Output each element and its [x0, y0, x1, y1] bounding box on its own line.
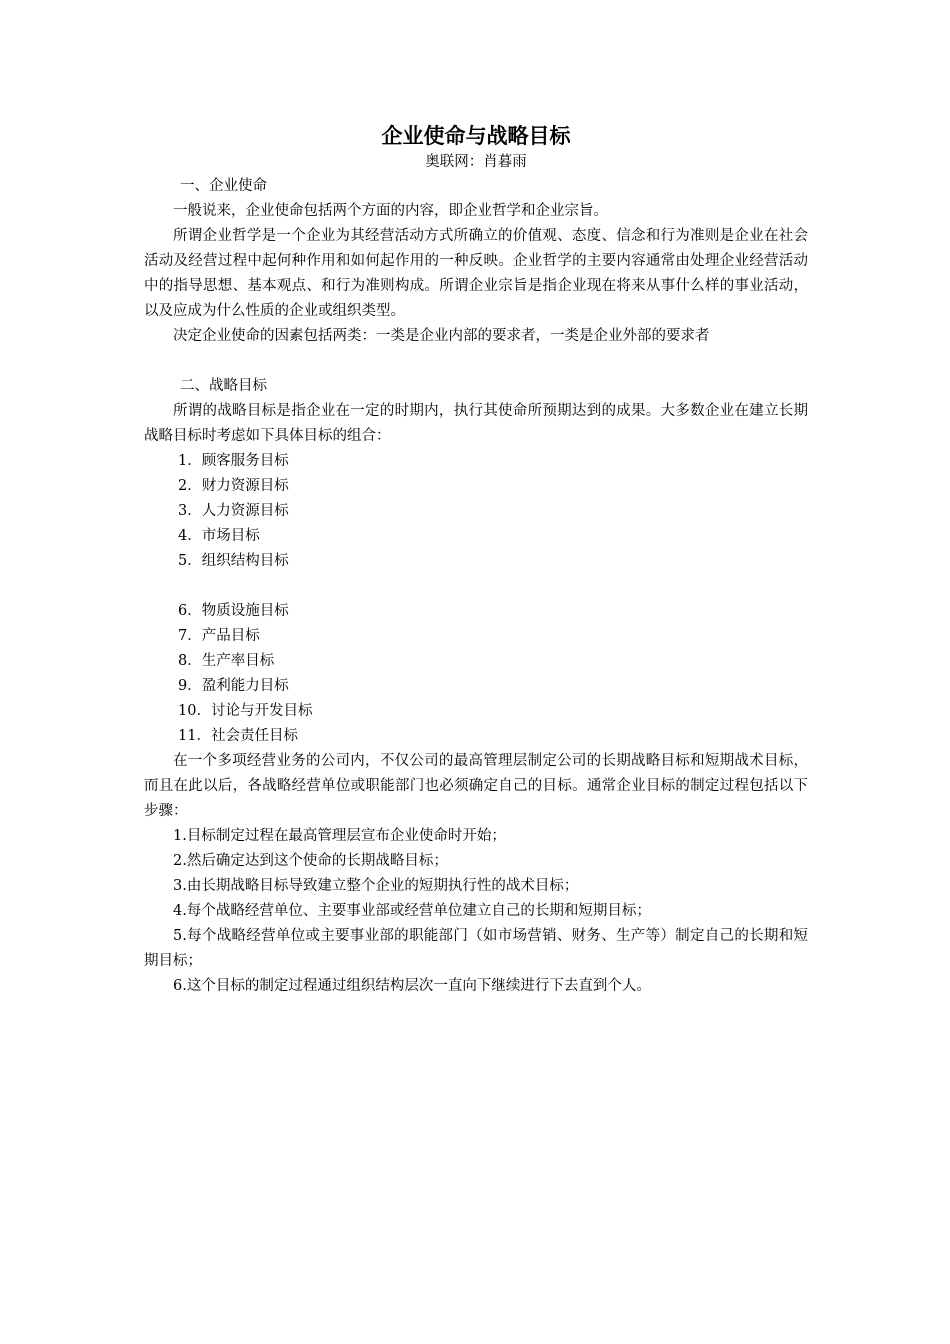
- step-list: [144, 824, 808, 999]
- step-item: 1.目标制定过程在最高管理层宣布企业使命时开始；: [173, 828, 506, 844]
- list-item: 2．财力资源目标: [178, 478, 289, 494]
- list-item: 11．社会责任目标: [178, 728, 298, 744]
- list-item: 6．物质设施目标: [178, 603, 289, 619]
- step-item: 2.然后确定达到这个使命的长期战略目标；: [173, 853, 448, 869]
- list-item: 9．盈利能力目标: [178, 678, 289, 694]
- step-item: 6.这个目标的制定过程通过组织结构层次一直向下继续进行下去直到个人。: [173, 978, 651, 994]
- list-item: 3．人力资源目标: [178, 503, 289, 519]
- paragraph: 所谓的战略目标是指企业在一定的时期内，执行其使命所预期达到的成果。大多数企业在建立长期战略目标时考虑如下具体目标的组合：: [144, 403, 808, 444]
- list-item: 10．讨论与开发目标: [178, 703, 313, 719]
- paragraph: 决定企业使命的因素包括两类：一类是企业内部的要求者，一类是企业外部的要求者: [173, 328, 710, 344]
- section-heading-mission: 一、企业使命: [180, 178, 267, 194]
- paragraph: 所谓企业哲学是一个企业为其经营活动方式所确立的价值观、态度、信念和行为准则是企业在社会活动及经营过程中起何种作用和如何起作用的一种反映。企业哲学的主要内容通常由处理企业经营活动中的指导思想、基本观点、和行为准则构成。所谓企业宗旨是指企业现在将来从事什么样的事业活动，以及应成为什么性质的企业或组织类型。: [144, 228, 808, 319]
- author-byline: 奥联网：肖暮雨: [425, 154, 527, 170]
- paragraph: 一般说来，企业使命包括两个方面的内容，即企业哲学和企业宗旨。: [173, 203, 608, 219]
- document-body: [144, 120, 808, 999]
- step-item: 3.由长期战略目标导致建立整个企业的短期执行性的战术目标；: [173, 878, 579, 894]
- list-item: 8．生产率目标: [178, 653, 275, 669]
- blank-line: [144, 574, 808, 599]
- document-title: 企业使命与战略目标: [381, 124, 571, 148]
- step-item: 4.每个战略经营单位、主要事业部或经营单位建立自己的长期和短期目标；: [173, 903, 651, 919]
- list-item: 1．顾客服务目标: [178, 453, 289, 469]
- step-item: 5.每个战略经营单位或主要事业部的职能部门（如市场营销、财务、生产等）制定自己的长期和短期目标；: [144, 928, 808, 969]
- list-item: 5．组织结构目标: [178, 553, 289, 569]
- blank-line: [144, 349, 808, 374]
- list-item: 7．产品目标: [178, 628, 260, 644]
- article-content: [144, 174, 808, 999]
- section-heading-strategy: 二、战略目标: [180, 378, 267, 394]
- list-item: 4．市场目标: [178, 528, 260, 544]
- paragraph: 在一个多项经营业务的公司内，不仅公司的最高管理层制定公司的长期战略目标和短期战术目标，而且在此以后，各战略经营单位或职能部门也必须确定自己的目标。通常企业目标的制定过程包括以下步骤：: [144, 753, 808, 819]
- goal-list-a: [144, 449, 808, 574]
- goal-list-b: [144, 599, 808, 749]
